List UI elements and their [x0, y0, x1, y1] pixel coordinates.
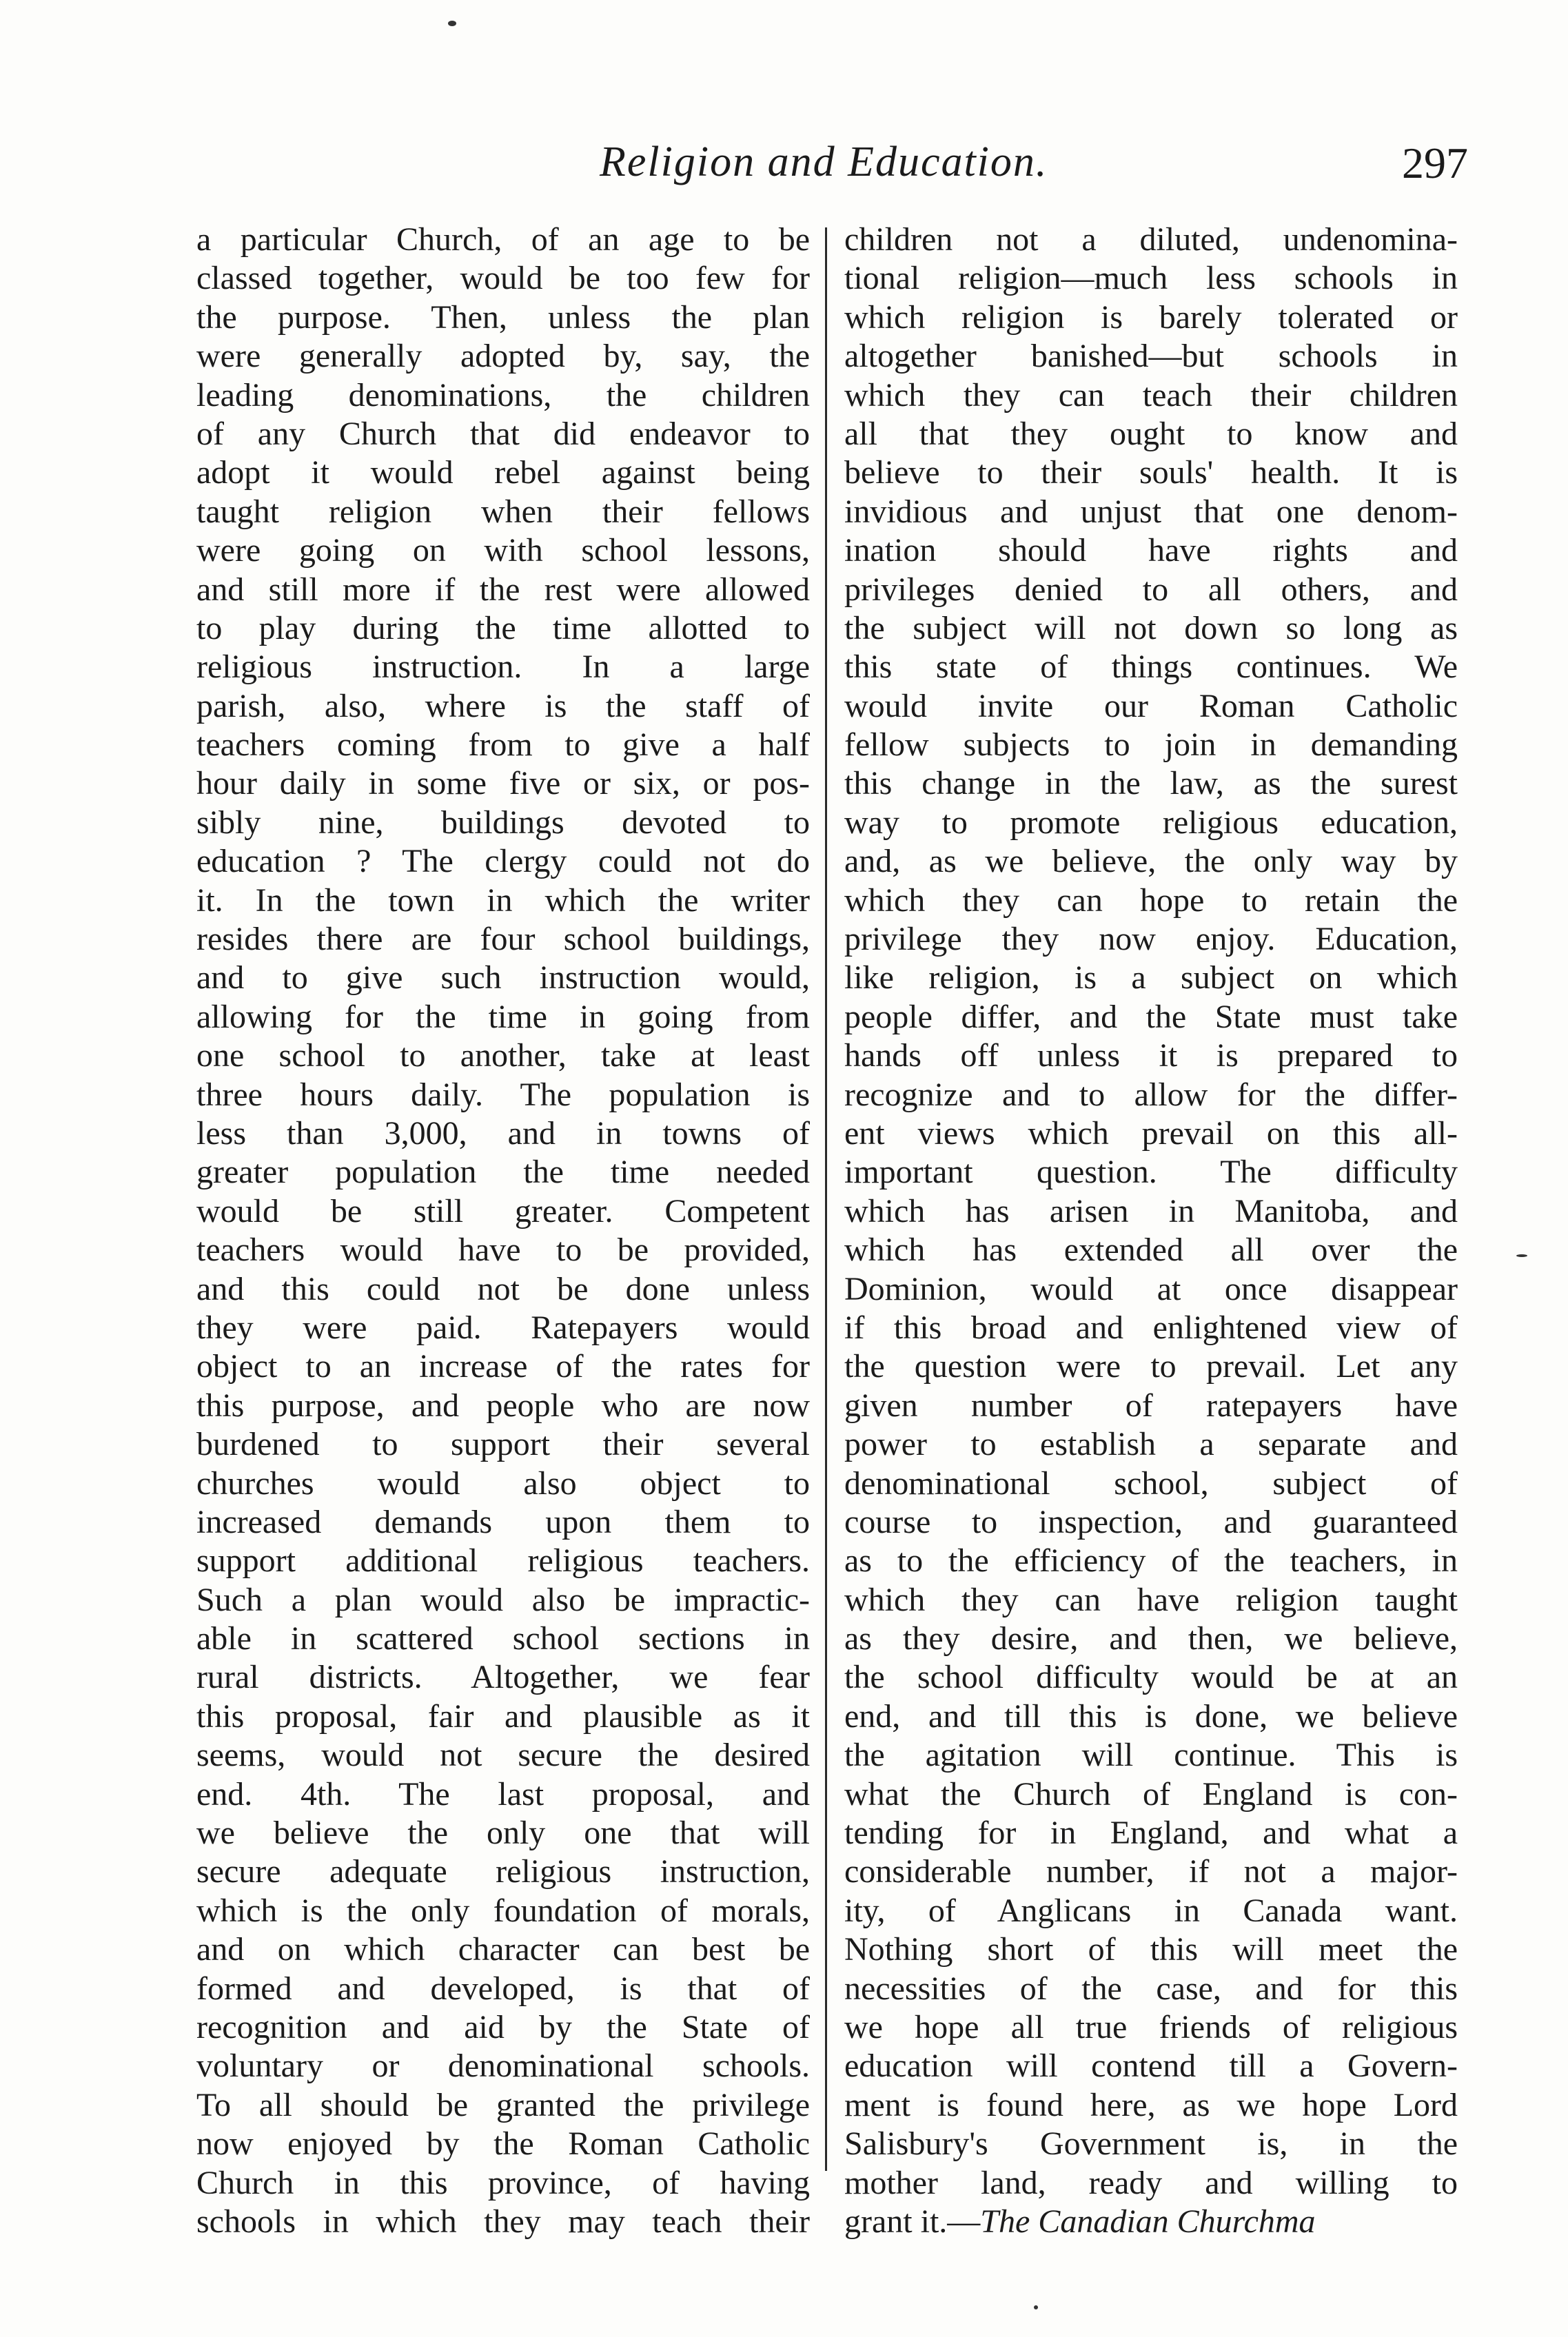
text-line: would be still greater. Competent: [196, 1192, 810, 1229]
text-line: what the Church of England is con-: [844, 1775, 1458, 1813]
text-line: ination should have rights and: [844, 532, 1458, 569]
text-line: three hours daily. The population is: [196, 1076, 810, 1113]
text-line: one school to another, take at least: [196, 1037, 810, 1074]
text-line: adopt it would rebel against being: [196, 454, 810, 491]
text-line: Nothing short of this will meet the: [844, 1931, 1458, 1968]
text-line: which religion is barely tolerated or: [844, 298, 1458, 336]
text-line: were generally adopted by, say, the: [196, 338, 810, 375]
text-line: ment is found here, as we hope Lord: [844, 2086, 1458, 2123]
text-line: fellow subjects to join in demanding: [844, 726, 1458, 764]
text-line: and on which character can best be: [196, 1931, 810, 1968]
text-line: education will contend till a Govern-: [844, 2048, 1458, 2085]
attribution-line: [844, 2203, 1458, 2241]
text-line: privileges denied to all others, and: [844, 571, 1458, 608]
text-line: recognize and to allow for the differ-: [844, 1076, 1458, 1113]
text-line: and this could not be done unless: [196, 1270, 810, 1307]
text-line: if this broad and enlightened view of: [844, 1309, 1458, 1346]
text-line: the purpose. Then, unless the plan: [196, 298, 810, 336]
text-line: parish, also, where is the staff of: [196, 687, 810, 724]
text-line: like religion, is a subject on which: [844, 959, 1458, 997]
text-line: voluntary or denominational schools.: [196, 2048, 810, 2085]
text-line: denominational school, subject of: [844, 1465, 1458, 1502]
text-line: tional religion—much less schools in: [844, 260, 1458, 297]
text-line: and still more if the rest were allowed: [196, 571, 810, 608]
text-line: children not a diluted, undenomina-: [844, 221, 1458, 258]
text-line: would invite our Roman Catholic: [844, 687, 1458, 724]
text-line: this purpose, and people who are now: [196, 1387, 810, 1424]
text-line: to play during the time allotted to: [196, 609, 810, 646]
text-line: people differ, and the State must take: [844, 998, 1458, 1035]
text-line: teachers would have to be provided,: [196, 1232, 810, 1269]
print-speck: [1516, 1254, 1527, 1257]
text-line: now enjoyed by the Roman Catholic: [196, 2125, 810, 2163]
text-line: course to inspection, and guaranteed: [844, 1503, 1458, 1540]
text-line: which is the only foundation of morals,: [196, 1892, 810, 1929]
text-line: mother land, ready and willing to: [844, 2164, 1458, 2201]
text-line: and, as we believe, the only way by: [844, 843, 1458, 880]
left-text-column: [196, 221, 810, 2241]
text-line: support additional religious teachers.: [196, 1542, 810, 1580]
text-line: this state of things continues. We: [844, 649, 1458, 686]
text-line: altogether banished—but schools in: [844, 338, 1458, 375]
text-line: which they can have religion taught: [844, 1581, 1458, 1618]
text-line: secure adequate religious instruction,: [196, 1853, 810, 1890]
text-line: they were paid. Ratepayers would: [196, 1309, 810, 1346]
text-line: tending for in England, and what a: [844, 1815, 1458, 1852]
text-line: this change in the law, as the surest: [844, 765, 1458, 802]
text-line: which they can hope to retain the: [844, 881, 1458, 919]
text-line: the agitation will continue. This is: [844, 1737, 1458, 1774]
text-line: way to promote religious education,: [844, 804, 1458, 841]
text-line: allowing for the time in going from: [196, 998, 810, 1035]
text-line: given number of ratepayers have: [844, 1387, 1458, 1424]
text-line: education ? The clergy could not do: [196, 843, 810, 880]
text-line: as to the efficiency of the teachers, in: [844, 1542, 1458, 1580]
text-line: teachers coming from to give a half: [196, 726, 810, 764]
text-line: which has arisen in Manitoba, and: [844, 1192, 1458, 1229]
text-line: less than 3,000, and in towns of: [196, 1114, 810, 1152]
text-line: Dominion, would at once disappear: [844, 1270, 1458, 1307]
text-line: end. 4th. The last proposal, and: [196, 1775, 810, 1813]
text-line: rural districts. Altogether, we fear: [196, 1659, 810, 1696]
text-line: Church in this province, of having: [196, 2164, 810, 2201]
text-line: object to an increase of the rates for: [196, 1348, 810, 1385]
text-line: which they can teach their children: [844, 376, 1458, 414]
text-line: power to establish a separate and: [844, 1426, 1458, 1463]
text-line: end, and till this is done, we believe: [844, 1697, 1458, 1735]
right-text-column: [844, 221, 1458, 2241]
text-line: churches would also object to: [196, 1465, 810, 1502]
running-head: [179, 138, 1468, 193]
column-divider-rule: [825, 227, 827, 2171]
text-line: the school difficulty would be at an: [844, 1659, 1458, 1696]
text-line: were going on with school lessons,: [196, 532, 810, 569]
text-line: privilege they now enjoy. Education,: [844, 921, 1458, 958]
text-line: important question. The difficulty: [844, 1154, 1458, 1191]
text-line: the subject will not down so long as: [844, 609, 1458, 646]
text-line: Salisbury's Government is, in the: [844, 2125, 1458, 2163]
text-line: hour daily in some five or six, or pos-: [196, 765, 810, 802]
attribution-prefix: grant it.—: [844, 2203, 981, 2240]
print-speck: [1034, 2305, 1038, 2309]
text-line: necessities of the case, and for this: [844, 1970, 1458, 2007]
text-line: Such a plan would also be impractic-: [196, 1581, 810, 1618]
text-line: leading denominations, the children: [196, 376, 810, 414]
text-line: increased demands upon them to: [196, 1503, 810, 1540]
text-line: recognition and aid by the State of: [196, 2008, 810, 2045]
text-line: as they desire, and then, we believe,: [844, 1620, 1458, 1657]
text-line: able in scattered school sections in: [196, 1620, 810, 1657]
text-line: which has extended all over the: [844, 1232, 1458, 1269]
text-line: invidious and unjust that one denom-: [844, 493, 1458, 530]
text-line: To all should be granted the privilege: [196, 2086, 810, 2123]
text-line: this proposal, fair and plausible as it: [196, 1697, 810, 1735]
text-line: we believe the only one that will: [196, 1815, 810, 1852]
text-line: the question were to prevail. Let any: [844, 1348, 1458, 1385]
source-attribution: The Canadian Churchma: [980, 2203, 1316, 2240]
text-line: seems, would not secure the desired: [196, 1737, 810, 1774]
text-line: a particular Church, of an age to be: [196, 221, 810, 258]
text-line: sibly nine, buildings devoted to: [196, 804, 810, 841]
text-line: taught religion when their fellows: [196, 493, 810, 530]
text-line: formed and developed, is that of: [196, 1970, 810, 2007]
text-line: believe to their souls' health. It is: [844, 454, 1458, 491]
text-line: of any Church that did endeavor to: [196, 415, 810, 452]
text-line: and to give such instruction would,: [196, 959, 810, 997]
text-line: it. In the town in which the writer: [196, 881, 810, 919]
text-line: we hope all true friends of religious: [844, 2008, 1458, 2045]
text-line: schools in which they may teach their: [196, 2203, 810, 2240]
text-line: ent views which prevail on this all-: [844, 1114, 1458, 1152]
running-title: Religion and Education.: [600, 139, 1048, 185]
text-line: all that they ought to know and: [844, 415, 1458, 452]
text-line: classed together, would be too few for: [196, 260, 810, 297]
page-number: 297: [1402, 139, 1468, 187]
text-line: considerable number, if not a major-: [844, 1853, 1458, 1890]
text-line: ity, of Anglicans in Canada want.: [844, 1892, 1458, 1929]
text-line: hands off unless it is prepared to: [844, 1037, 1458, 1074]
text-line: resides there are four school buildings,: [196, 921, 810, 958]
text-line: greater population the time needed: [196, 1154, 810, 1191]
text-line: burdened to support their several: [196, 1426, 810, 1463]
text-line: religious instruction. In a large: [196, 649, 810, 686]
print-speck: [448, 21, 456, 26]
